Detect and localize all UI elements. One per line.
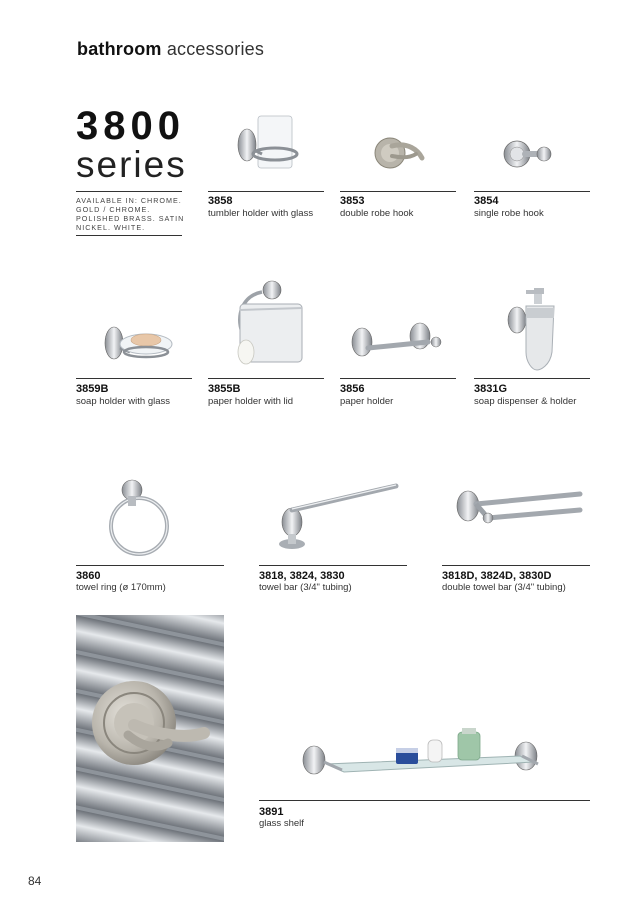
product-code: 3858 [208, 195, 233, 207]
product-desc: paper holder [340, 396, 394, 407]
divider [208, 191, 324, 192]
divider [259, 800, 590, 801]
product-code: 3859B [76, 383, 109, 395]
product-code: 3855B [208, 383, 241, 395]
header-bold: bathroom [77, 39, 162, 59]
divider [340, 378, 456, 379]
divider [474, 378, 590, 379]
series-number: 3800 [76, 104, 185, 148]
double-robe-hook-icon [370, 128, 430, 178]
divider [76, 235, 182, 236]
product-code: 3854 [474, 195, 499, 207]
divider [76, 378, 192, 379]
product-desc: towel bar (3/4" tubing) [259, 582, 352, 593]
tumbler-holder-icon [232, 110, 312, 180]
page-number: 84 [28, 874, 42, 888]
page-header [77, 39, 264, 60]
product-desc: double robe hook [340, 208, 414, 219]
divider [259, 565, 407, 566]
product-desc: soap holder with glass [76, 396, 170, 407]
paper-holder-icon [348, 318, 448, 368]
product-desc: double towel bar (3/4" tubing) [442, 582, 566, 593]
product-code: 3856 [340, 383, 365, 395]
single-robe-hook-icon [500, 132, 560, 177]
product-desc: paper holder with lid [208, 396, 294, 407]
product-code: 3818, 3824, 3830 [259, 570, 345, 582]
product-code: 3818D, 3824D, 3830D [442, 570, 552, 582]
product-code: 3831G [474, 383, 508, 395]
product-desc: soap dispenser & holder [474, 396, 577, 407]
divider [208, 378, 324, 379]
divider [340, 191, 456, 192]
available-finishes: AVAILABLE IN: CHROME. GOLD / CHROME. POLISHED BRASS. SATIN NICKEL. WHITE. [76, 196, 185, 232]
divider [474, 191, 590, 192]
header-light: accessories [166, 39, 265, 59]
series-word: series [76, 144, 187, 185]
divider [76, 565, 224, 566]
robe-hook-closeup-photo [76, 615, 224, 842]
soap-dispenser-icon [504, 286, 564, 376]
soap-holder-icon [100, 318, 180, 368]
product-code: 3891 [259, 806, 284, 818]
product-code: 3853 [340, 195, 365, 207]
paper-holder-lid-icon [232, 276, 312, 368]
towel-bar-icon [262, 478, 402, 558]
product-desc: tumbler holder with glass [208, 208, 314, 219]
product-desc: glass shelf [259, 818, 304, 829]
towel-ring-icon [104, 474, 174, 564]
divider [76, 191, 182, 192]
product-code: 3860 [76, 570, 101, 582]
glass-shelf-icon [300, 726, 552, 784]
double-towel-bar-icon [452, 484, 584, 544]
product-desc: towel ring (ø 170mm) [76, 582, 166, 593]
product-desc: single robe hook [474, 208, 544, 219]
divider [442, 565, 590, 566]
